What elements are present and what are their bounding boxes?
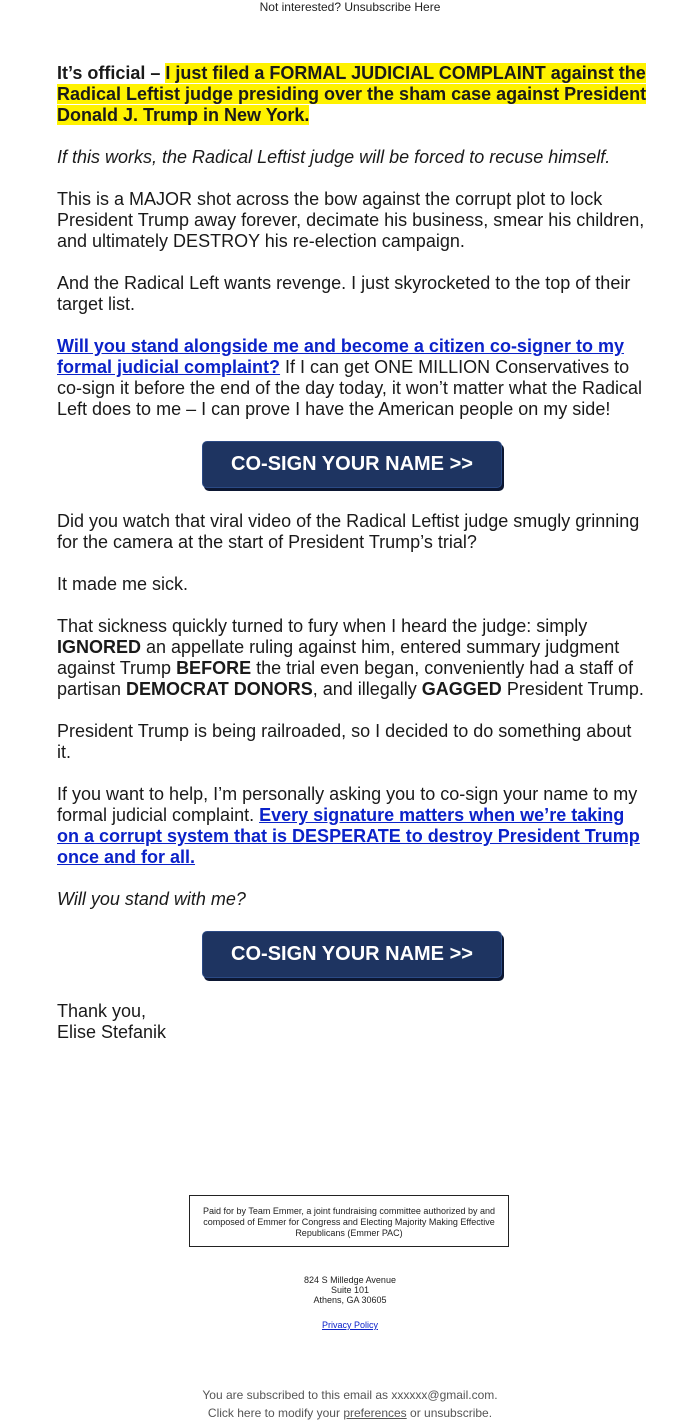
subscription-footer xyxy=(0,1386,700,1422)
cosigner-link[interactable]: Will you stand alongside me and become a citizen co-signer to my formal judicial complaint? xyxy=(57,336,624,377)
cosign-button-1[interactable]: CO-SIGN YOUR NAME >> xyxy=(202,441,502,488)
major-shot-paragraph: This is a MAJOR shot across the bow against the corrupt plot to lock President Trump away forever, decimate his business, smear his children, and ultimately DESTROY his re-election campaign. xyxy=(57,189,645,251)
intro-paragraph xyxy=(57,63,647,126)
signoff-name: Elise Stefanik xyxy=(57,1022,167,1042)
privacy-policy-link[interactable]: Privacy Policy xyxy=(321,1320,378,1330)
paid-for-disclaimer: Paid for by Team Emmer, a joint fundraising committee authorized by and composed of Emmer for Congress and Electing Majority Making Effective Republicans (Emmer PAC) xyxy=(189,1195,509,1247)
cosign-button-2[interactable]: CO-SIGN YOUR NAME >> xyxy=(202,931,502,978)
mailing-address: 824 S Milledge Avenue Suite 101 Athens, GA 30605 xyxy=(304,1275,396,1305)
subscribed-notice: You are subscribed to this email as xxxxxx@gmail.com. xyxy=(202,1388,498,1402)
recuse-paragraph: If this works, the Radical Leftist judge will be forced to recuse himself. xyxy=(57,147,611,167)
privacy-policy xyxy=(0,1320,700,1330)
intro-highlight: I just filed a FORMAL JUDICIAL COMPLAINT against the Radical Leftist judge presiding over the sham case against President Donald J. Trump in New York. xyxy=(57,63,647,125)
preferences-link[interactable]: preferences xyxy=(343,1406,407,1420)
railroaded-paragraph: President Trump is being railroaded, so I decided to do something about it. xyxy=(57,721,632,762)
sick-paragraph: It made me sick. xyxy=(57,574,189,594)
top-unsubscribe-link[interactable]: Not interested? Unsubscribe Here xyxy=(259,0,441,14)
modify-line: Click here to modify your preferences or unsubscribe. xyxy=(207,1406,493,1420)
signoff-thanks: Thank you, xyxy=(57,1001,147,1021)
email-body xyxy=(57,63,647,1064)
signoff xyxy=(57,1001,647,1043)
fury-paragraph: That sickness quickly turned to fury when I heard the judge: simply IGNORED an appellate ruling against him, entered summary judgment against Trump BEFORE the trial even began, conveniently had a staff of partisan DEMOCRAT DONORS, and illegally GAGGED President Trump. xyxy=(57,616,644,699)
cta-wrapper-1 xyxy=(57,441,647,490)
intro-lead: It’s official – xyxy=(57,63,166,83)
stand-with-me-paragraph: Will you stand with me? xyxy=(57,889,246,909)
revenge-paragraph: And the Radical Left wants revenge. I just skyrocketed to the top of their target list. xyxy=(57,273,631,314)
help-paragraph: If you want to help, I’m personally asking you to co-sign your name to my formal judicial complaint. Every signature matters when we’re taking on a corrupt system that is DESPERATE to destroy President Trump once and for all. xyxy=(57,784,640,867)
viral-video-paragraph: Did you watch that viral video of the Radical Leftist judge smugly grinning for the camera at the start of President Trump’s trial? xyxy=(57,511,640,552)
cosigner-paragraph: Will you stand alongside me and become a citizen co-signer to my formal judicial complaint? If I can get ONE MILLION Conservatives to co-sign it before the end of the day today, it won’t matter what the Radical Left does to me – I can prove I have the American people on my side! xyxy=(57,336,642,419)
signature-link[interactable]: Every signature matters when we’re taking on a corrupt system that is DESPERATE to destroy President Trump once and for all. xyxy=(57,805,640,867)
cta-wrapper-2 xyxy=(57,931,647,980)
